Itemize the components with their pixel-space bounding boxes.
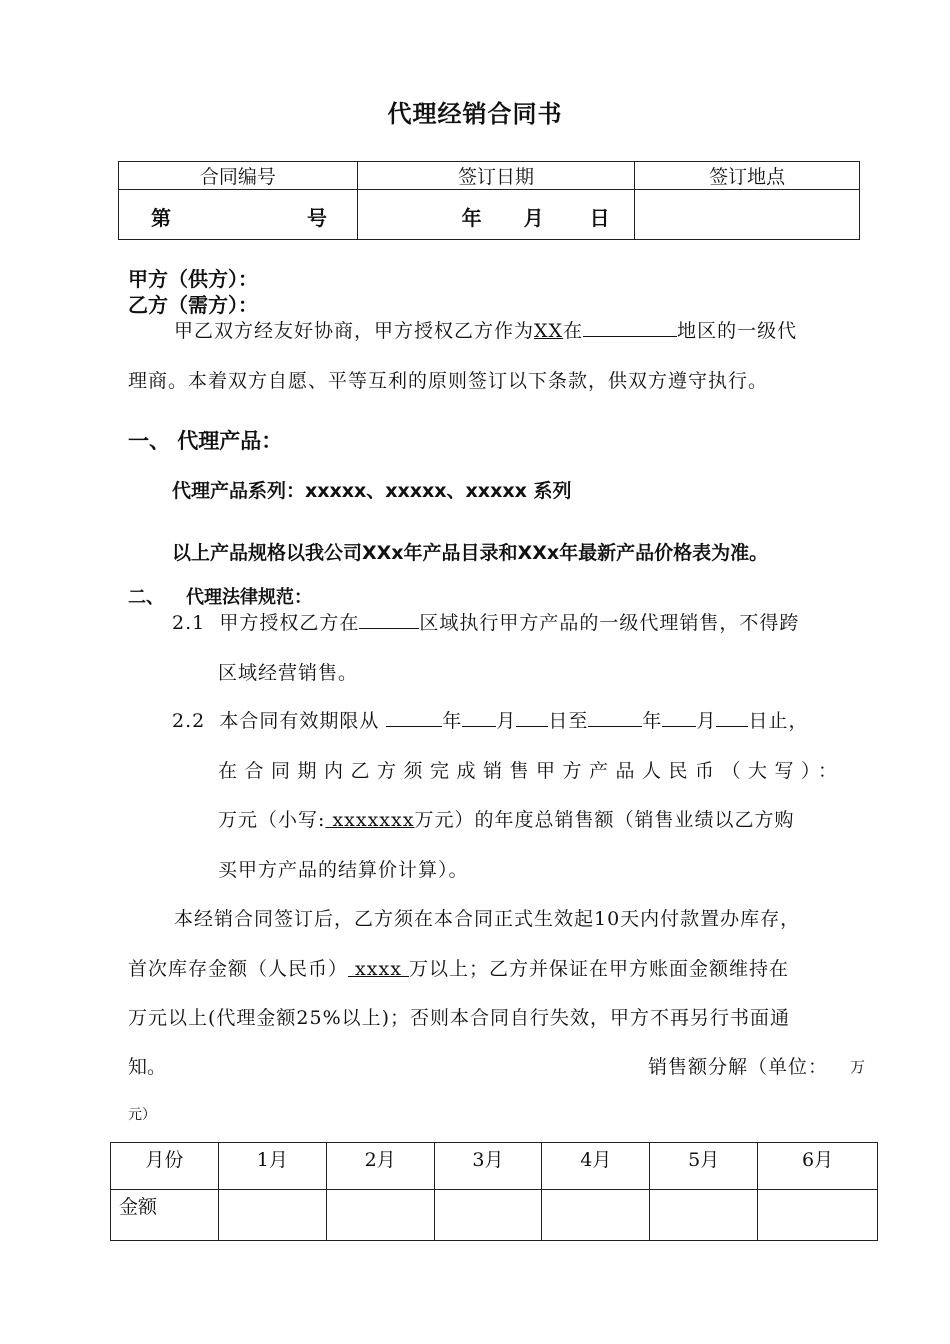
inventory-text-a: 首次库存金额（人民币）: [128, 958, 349, 980]
inventory-line-2: [128, 954, 789, 981]
intro-text-c: 地区的一级代: [677, 320, 798, 342]
inventory-amount-value[interactable]: xxxx: [348, 958, 409, 980]
inventory-line-3: 万元以上(代理金额25%以上)；否则本合同自行失效，甲方不再另行书面通: [128, 1007, 791, 1029]
end-year-label: 年: [642, 710, 663, 732]
month-5-header: 5月: [650, 1143, 758, 1190]
date-day: 日: [589, 206, 610, 230]
end-month-label: 月: [696, 710, 717, 732]
sign-place-cell[interactable]: [635, 190, 860, 240]
intro-line-2: 理商。本着双方自愿、平等互利的原则签订以下条款，供双方遵守执行。: [128, 370, 769, 392]
month-4-header: 4月: [542, 1143, 650, 1190]
clause-2-1-line-1: [172, 608, 799, 635]
clause-2-1-text-b: 区域执行甲方产品的一级代理销售，不得跨: [419, 612, 800, 634]
inventory-text-b: 万以上；乙方并保证在甲方账面金额维持在: [408, 958, 789, 980]
number-suffix: 号: [307, 206, 327, 230]
breakdown-tail: 元）: [128, 1107, 156, 1123]
clause-2-2-line-4: 买甲方产品的结算价计算）。: [218, 859, 469, 881]
start-month-blank[interactable]: [462, 708, 496, 727]
header-sign-date: 签订日期: [357, 162, 635, 190]
section1-heading: 一、 代理产品：: [128, 429, 283, 453]
header-sign-place: 签订地点: [635, 162, 860, 190]
amount-cell-1[interactable]: [218, 1190, 326, 1241]
section1-note: 以上产品规格以我公司XXx年产品目录和XXx年最新产品价格表为准。: [172, 542, 769, 564]
clause-2-1-number: 2.1: [172, 612, 206, 634]
month-header: 月份: [111, 1143, 219, 1190]
start-month-label: 月: [496, 710, 517, 732]
breakdown-unit: 万: [850, 1058, 866, 1076]
sales-header-row: [111, 1143, 878, 1190]
start-day-label: 日至: [548, 710, 589, 732]
info-table-value-row: [119, 190, 860, 240]
clause-2-2-text-a: 本合同有效期限从: [219, 710, 380, 732]
clause-2-2-text-b: 万元）的年度总销售额（销售业绩以乙方购: [414, 809, 795, 831]
start-year-blank[interactable]: [386, 708, 442, 727]
page-title: 代理经销合同书: [387, 100, 563, 128]
number-prefix: 第: [151, 206, 171, 230]
sign-date-cell[interactable]: [357, 190, 635, 240]
info-table-header-row: [119, 162, 860, 190]
sales-breakdown-table: [110, 1142, 878, 1241]
amount-cell-3[interactable]: [434, 1190, 542, 1241]
end-day-label: 日止，: [748, 710, 809, 732]
sales-amount-row: [111, 1190, 878, 1241]
start-year-label: 年: [442, 710, 463, 732]
amount-cell-4[interactable]: [542, 1190, 650, 1241]
contract-number-cell[interactable]: [119, 190, 358, 240]
party-b-label: 乙方（需方）：: [128, 293, 258, 317]
intro-text-a: 甲乙双方经友好协商，甲方授权乙方作为: [174, 320, 535, 342]
end-day-blank[interactable]: [716, 708, 748, 727]
header-contract-number: 合同编号: [119, 162, 358, 190]
month-3-header: 3月: [434, 1143, 542, 1190]
clause-2-1-text-a: 甲方授权乙方在: [219, 612, 360, 634]
intro-text-b: 在: [563, 320, 584, 342]
clause-2-2-number: 2.2: [172, 710, 206, 732]
date-month: 月: [523, 206, 544, 230]
breakdown-label: 销售额分解（单位：: [648, 1056, 829, 1078]
region-blank[interactable]: [583, 318, 677, 337]
amount-cell-5[interactable]: [650, 1190, 758, 1241]
clause-2-2-line-3: [218, 805, 794, 832]
clause-2-2-text-wan: 万元（小写:: [218, 809, 326, 831]
inventory-line-4: 知。: [128, 1056, 167, 1078]
end-year-blank[interactable]: [588, 708, 642, 727]
date-year: 年: [461, 206, 482, 230]
amount-cell-6[interactable]: [758, 1190, 878, 1241]
clause-2-1-line-2: 区域经营销售。: [218, 662, 359, 684]
amount-label: 金额: [111, 1190, 219, 1241]
intro-line-1: [174, 316, 797, 343]
section1-series: 代理产品系列：xxxxx、xxxxx、xxxxx 系列: [172, 480, 572, 502]
month-6-header: 6月: [758, 1143, 878, 1190]
party-a-label: 甲方（供方）：: [128, 267, 258, 291]
annual-amount-value[interactable]: xxxxxxx: [325, 809, 415, 831]
month-1-header: 1月: [218, 1143, 326, 1190]
section2-number: 二、: [128, 587, 164, 608]
section2-heading: 代理法律规范：: [186, 587, 312, 608]
contract-info-table: [118, 161, 860, 240]
clause-2-2-line-2: 在合同期内乙方须完成销售甲方产品人民币（大写）：: [218, 760, 845, 782]
inventory-line-1: 本经销合同签订后，乙方须在本合同正式生效起10天内付款置办库存，: [174, 908, 801, 930]
start-day-blank[interactable]: [516, 708, 548, 727]
month-2-header: 2月: [326, 1143, 434, 1190]
clause-2-2-line-1: [172, 706, 808, 733]
end-month-blank[interactable]: [662, 708, 696, 727]
amount-cell-2[interactable]: [326, 1190, 434, 1241]
area-blank[interactable]: [359, 610, 419, 629]
intro-xx: XX: [534, 320, 564, 342]
